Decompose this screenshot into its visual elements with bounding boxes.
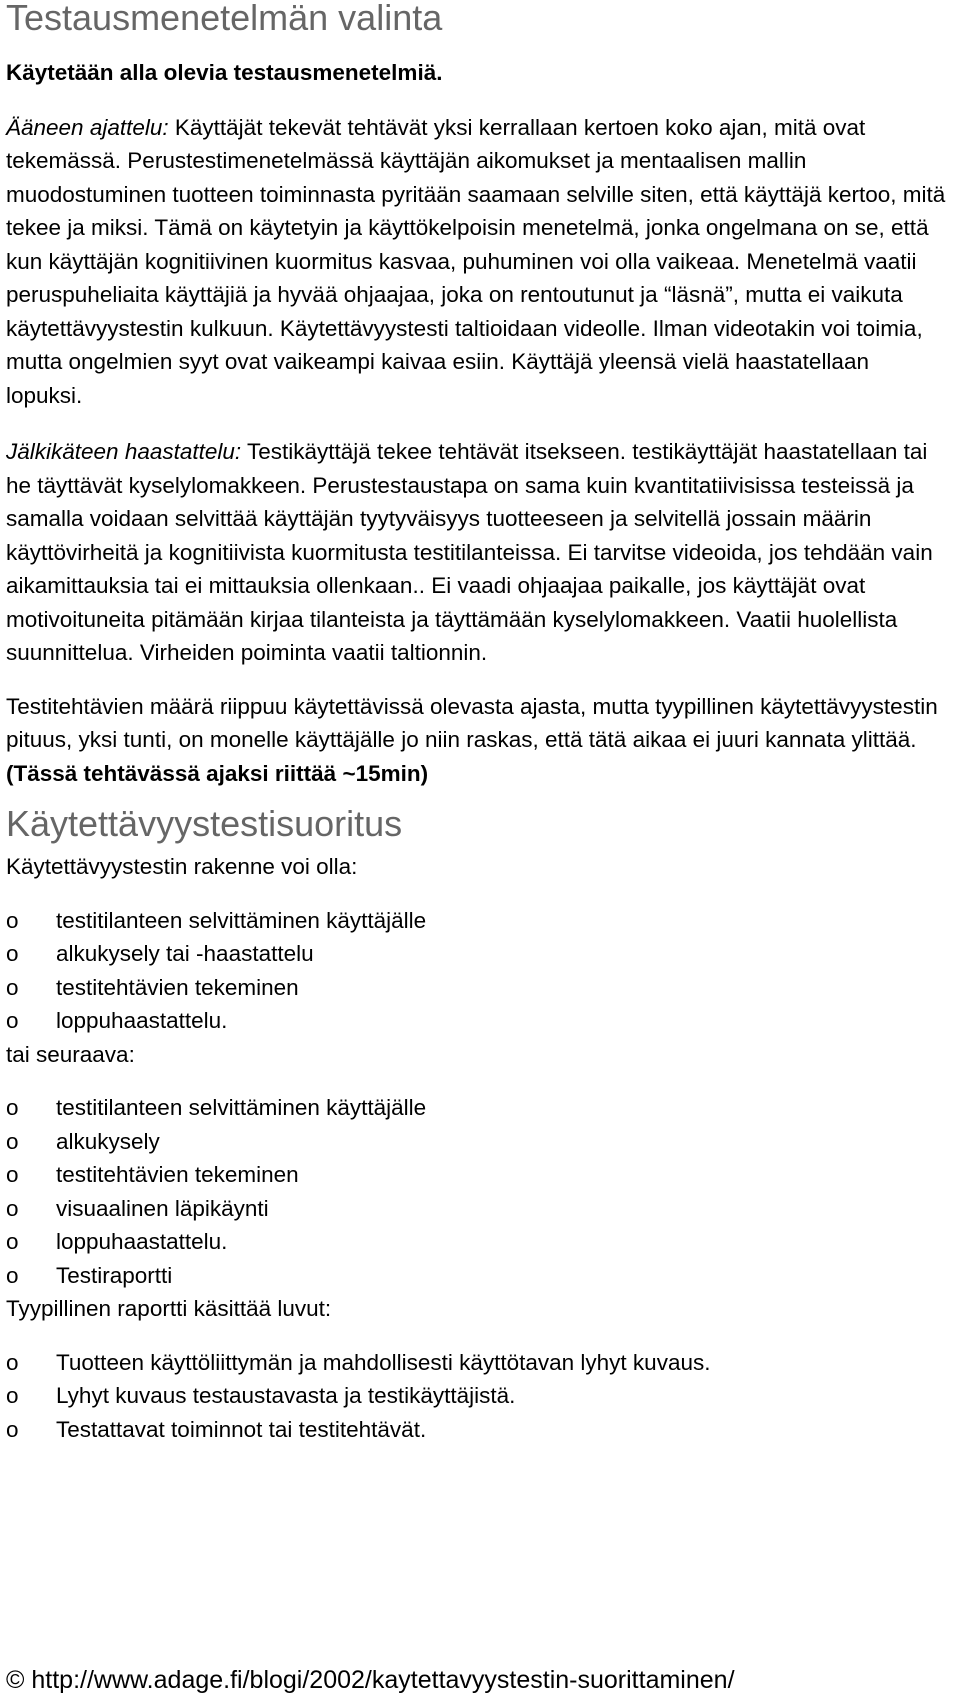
section-title-kaytettavyystestisuoritus: Käytettävyystestisuoritus (6, 803, 403, 844)
list-item-text: testitehtävien tekeminen (56, 974, 299, 1000)
list-item-text: visuaalinen läpikäynti (56, 1195, 269, 1221)
list-item (6, 1225, 950, 1259)
bullet-marker: o (6, 907, 19, 933)
source-footer: © http://www.adage.fi/blogi/2002/kaytettavyystestin-suorittaminen/ (6, 1666, 735, 1694)
text-tehtavien-maara: Testitehtävien määrä riippuu käytettävissä olevasta ajasta, mutta tyypillinen käytettävyystestin pituus, yksi tunti, on monelle käyttäjälle jo niin raskas, että tätä aikaa ei juuri kannata ylittää. (6, 693, 938, 752)
list-item-text: alkukysely tai -haastattelu (56, 941, 314, 966)
text-aaneen-ajattelu: Käyttäjät tekevät tehtävät yksi kerrallaan kertoen koko ajan, mitä ovat tekemässä. Perustestimenetelmässä käyttäjän aikomukset ja mentaalisen mallin muodostuminen tuotteen toiminnasta pyritään saamaan selville siten, että käyttäjä kertoo, mitä tekee ja miksi. Tämä on käytetyin ja käyttökelpoisin menetelmä, jonka ongelmana on se, että kun käyttäjän kognitiivinen kuormitus kasvaa, puhuminen voi olla vaikeaa. Menetelmä vaatii peruspuheliaita käyttäjiä ja hyvää ohjaajaa, joka on rentoutunut ja “läsnä”, mutta ei vaikuta käytettävyystestin kulkuun. Käytettävyystesti taltioidaan videolle. Ilman videotakin voi toimia, mutta ongelmien syyt ovat vaikeampi kaivaa esiin. Käyttäjä yleensä vielä haastatellaan lopuksi. (6, 114, 946, 408)
list-item-text: testitilanteen selvittäminen käyttäjälle (56, 1095, 427, 1120)
bullet-marker: o (6, 941, 19, 966)
document-page (6, 0, 950, 1446)
list-item (6, 937, 950, 971)
bullet-marker: o (6, 1162, 19, 1187)
list-item (6, 1413, 950, 1447)
list-item-text: Testiraportti (56, 1262, 173, 1288)
list-item (6, 1379, 950, 1413)
list-item (6, 1125, 950, 1159)
list-item (6, 904, 950, 938)
list-item-text: loppuhaastattelu. (56, 1229, 228, 1254)
bullet-marker: o (6, 1229, 19, 1254)
bullet-marker: o (6, 1349, 19, 1375)
raportti-intro: Tyypillinen raportti käsittää luvut: (6, 1296, 332, 1321)
list-rakenne-1 (6, 904, 950, 1038)
list-item-text: Tuotteen käyttöliittymän ja mahdollisesti käyttötavan lyhyt kuvaus. (56, 1349, 711, 1375)
bullet-marker: o (6, 1416, 19, 1442)
bullet-marker: o (6, 1195, 19, 1221)
list-item (6, 1158, 950, 1192)
list-item-text: testitehtävien tekeminen (56, 1162, 299, 1187)
bullet-marker: o (6, 1383, 19, 1408)
note-aika: (Tässä tehtävässä ajaksi riittää ~15min) (6, 760, 429, 786)
list-item (6, 971, 950, 1005)
bullet-marker: o (6, 1095, 19, 1120)
list-item-text: testitilanteen selvittäminen käyttäjälle (56, 907, 427, 933)
text-jalkikateen-haastattelu: Testikäyttäjä tekee tehtävät itsekseen. testikäyttäjät haastatellaan tai he täyttävät kyselylomakkeen. Perustestaustapa on sama kuin kvantitatiivisissa testeissä ja samalla voidaan selvittää käyttäjän tyytyväisyys tuotteeseen ja selvitellä jossain määrin käyttövirheitä ja kognitiivista kuormitusta testitilanteissa. Ei tarvitse videoida, jos tehdään vain aikamittauksia tai ei mittauksia ollenkaan.. Ei vaadi ohjaajaa paikalle, jos käyttäjät ovat motivoituneita pitämään kirjaa tilanteista ja täyttämään kyselylomakkeen. Vaatii huolellista suunnittelua. Virheiden poiminta vaatii taltionnin. (6, 439, 933, 665)
list-item (6, 1192, 950, 1226)
term-jalkikateen-haastattelu: Jälkikäteen haastattelu: (6, 439, 242, 464)
list-item-text: loppuhaastattelu. (56, 1008, 228, 1033)
paragraph-tehtavien-maara (6, 690, 950, 791)
bullet-marker: o (6, 1008, 19, 1033)
list-item (6, 1346, 950, 1380)
list-item-text: Testattavat toiminnot tai testitehtävät. (56, 1416, 427, 1442)
list-raportti-luvut (6, 1346, 950, 1447)
paragraph-aaneen-ajattelu (6, 111, 950, 413)
tai-seuraava: tai seuraava: (6, 1041, 135, 1067)
bullet-marker: o (6, 1262, 19, 1288)
list-rakenne-2 (6, 1091, 950, 1292)
list-item (6, 1091, 950, 1125)
list-item-text: alkukysely (56, 1128, 160, 1154)
section-title-testausmenetelma: Testausmenetelmän valinta (6, 0, 443, 38)
list-item (6, 1259, 950, 1293)
list-item-text: Lyhyt kuvaus testaustavasta ja testikäyttäjistä. (56, 1383, 516, 1408)
term-aaneen-ajattelu: Ääneen ajattelu: (6, 114, 169, 140)
paragraph-jalkikateen-haastattelu (6, 435, 950, 670)
bullet-marker: o (6, 1128, 19, 1154)
list-item (6, 1004, 950, 1038)
intro-paragraph: Käytetään alla olevia testausmenetelmiä. (6, 60, 443, 85)
rakenne-intro: Käytettävyystestin rakenne voi olla: (6, 854, 358, 879)
bullet-marker: o (6, 974, 19, 1000)
